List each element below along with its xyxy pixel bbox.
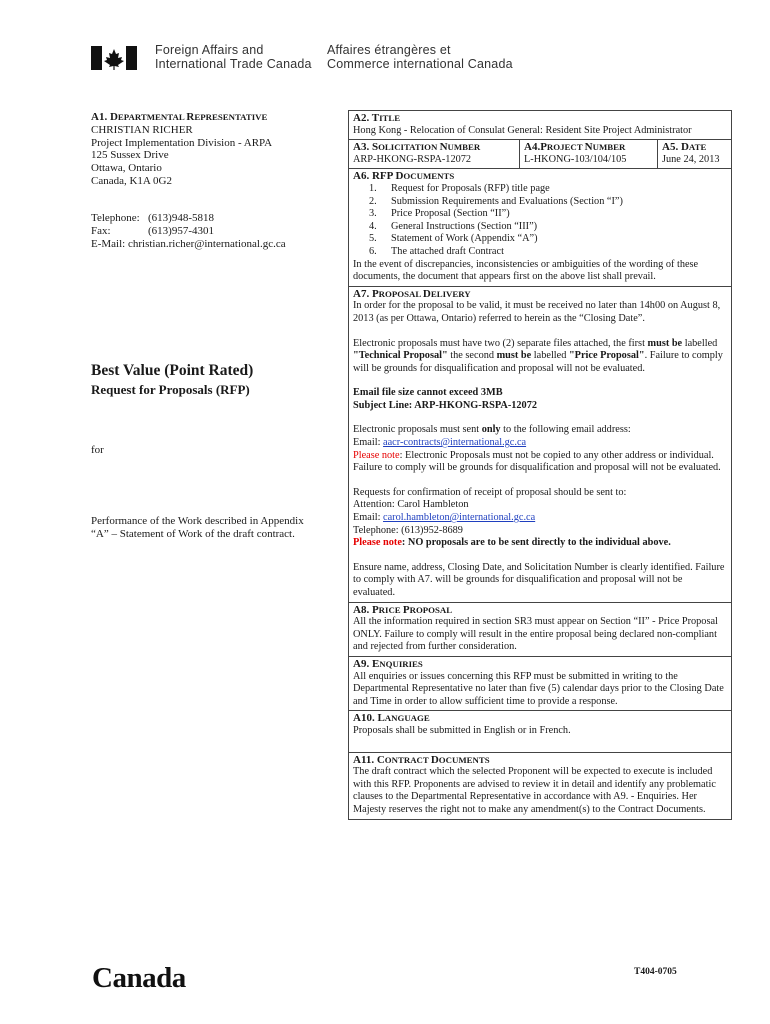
form-number: T404-0705 — [634, 967, 677, 977]
section-a7-proposal-delivery: A7. PROPOSAL DELIVERY In order for the proposal to be valid, it must be received no later than 14h00 on August 8, 2013 (as per Ottawa, Ontario) referred to herein as the “Closing Date”. Electronic proposals must have two (2) separate files attached, the first must be labelled "Technical Proposal" the second must be labelled "Price Proposal". Failure to comply will be grounds for disqualification and proposal will not be evaluated. Email file size cannot exceed 3MB Subject Line: ARP-HKONG-RSPA-12072 Electronic proposals must sent only to the following email address: Email: aacr-contracts@international.gc.ca Please note: Electronic Proposals must not be copied to any other address or individual. Failure to comply will be grounds for disqualification and proposal will not be evaluated. Requests for confirmation of receipt of proposal should be sent to: Attention: Carol Hambleton Email: carol.hambleton@international.gc.ca Telephone: (613)952-8689 Please note: NO proposals are to be sent directly to the individual above. Ensure name, address, Closing Date, and Solicitation Number is clearly identified. Failure to comply with A7. will be grounds for disqualification and proposal will not be evaluated. — [349, 286, 731, 602]
section-a2-title: A2. TITLE Hong Kong - Relocation of Consulat General: Resident Site Project Administrator — [353, 112, 692, 136]
departmental-representative — [91, 111, 272, 188]
list-item: 5. Statement of Work (Appendix “A”) — [369, 233, 538, 245]
section-a8-price-proposal: A8. PRICE PROPOSAL All the information required in section SR3 must appear on Section “II” - Price Proposal ONLY. Failure to comply will result in the entire proposal being declared non-compliant and rejected from further consideration. — [349, 602, 731, 656]
canada-flag-icon — [91, 46, 137, 70]
section-a6-rfp-documents: A6. RFP DOCUMENTS 1. Request for Proposals (RFP) title page 2. Submission Requirements and Evaluations (Section “I”) 3. Price Proposal (Section “II”) 4. General Instructions (Section “III”) 5. Statement of Work (Appendix “A”) 6. The attached draft Contract In the event of discrepancies, inconsistencies or ambiguities of the wording of these documents, the document that appears first on the above list shall prevail. — [349, 168, 731, 285]
representative-heading: A1. DEPARTMENTAL REPRESENTATIVE — [91, 111, 268, 123]
section-a5-date: A5. DATE June 24, 2013 — [657, 140, 731, 168]
department-name-english: Foreign Affairs and International Trade Canada — [155, 43, 312, 71]
representative-name: CHRISTIAN RICHER — [91, 123, 193, 136]
document-subtitle: Request for Proposals (RFP) — [91, 382, 250, 397]
address-city: Ottawa, Ontario — [91, 162, 162, 175]
telephone-line: Telephone: (613)948-5818 — [91, 212, 214, 224]
list-item: 1. Request for Proposals (RFP) title page — [369, 182, 550, 194]
department-name-french: Affaires étrangères et Commerce international Canada — [327, 43, 513, 71]
carol-hambleton-email-link[interactable]: carol.hambleton@international.gc.ca — [383, 512, 536, 524]
email-line: E-Mail: christian.richer@international.gc.ca — [91, 237, 286, 250]
performance-description: Performance of the Work described in Appendix “A” – Statement of Work of the draft contract. — [91, 515, 304, 540]
for-label: for — [91, 444, 104, 456]
rfp-documents-list — [353, 183, 727, 259]
aacr-contracts-email-link[interactable]: aacr-contracts@international.gc.ca — [383, 437, 527, 449]
address-country: Canada, K1A 0G2 — [91, 174, 172, 187]
rfp-info-table — [348, 110, 732, 820]
section-a3-solicitation-number: A3. SOLICITATION NUMBER ARP-HKONG-RSPA-12072 — [353, 141, 481, 165]
solicitation-row — [349, 139, 731, 168]
list-item: 2. Submission Requirements and Evaluations (Section “I”) — [369, 195, 623, 207]
representative-contact — [91, 212, 286, 250]
section-a10-language: A10. LANGUAGE Proposals shall be submitted in English or in French. — [349, 710, 731, 751]
list-item: 6. The attached draft Contract — [369, 245, 504, 257]
list-item: 4. General Instructions (Section “III”) — [369, 220, 538, 232]
representative-email[interactable]: christian.richer@international.gc.ca — [127, 237, 286, 250]
section-a11-contract-documents: A11. CONTRACT DOCUMENTS The draft contract which the selected Proponent will be expected to execute is included with this RFP. Proponents are advised to review it in detail and identify any problematic clauses to the Departmental Representative in accordance with A9. - Enquiries. Her Majesty reserves the right not to make any amendment(s) to the Contract Documents. — [349, 752, 731, 819]
section-a4-project-number: A4.PROJECT NUMBER L-HKONG-103/104/105 — [519, 140, 657, 168]
canada-wordmark: Canada — [92, 962, 186, 994]
address-street: 125 Sussex Drive — [91, 149, 169, 162]
section-a9-enquiries: A9. ENQUIRIES All enquiries or issues concerning this RFP must be submitted in writing to the Departmental Representative no later than five (5) calendar days prior to the Closing Date and Time in order to allow sufficient time to provide a response. — [349, 656, 731, 710]
document-title: Best Value (Point Rated) — [91, 362, 254, 379]
fax-line: Fax: (613)957-4301 — [91, 224, 214, 237]
representative-division: Project Implementation Division - ARPA — [91, 136, 273, 149]
list-item: 3. Price Proposal (Section “II”) — [369, 208, 510, 220]
